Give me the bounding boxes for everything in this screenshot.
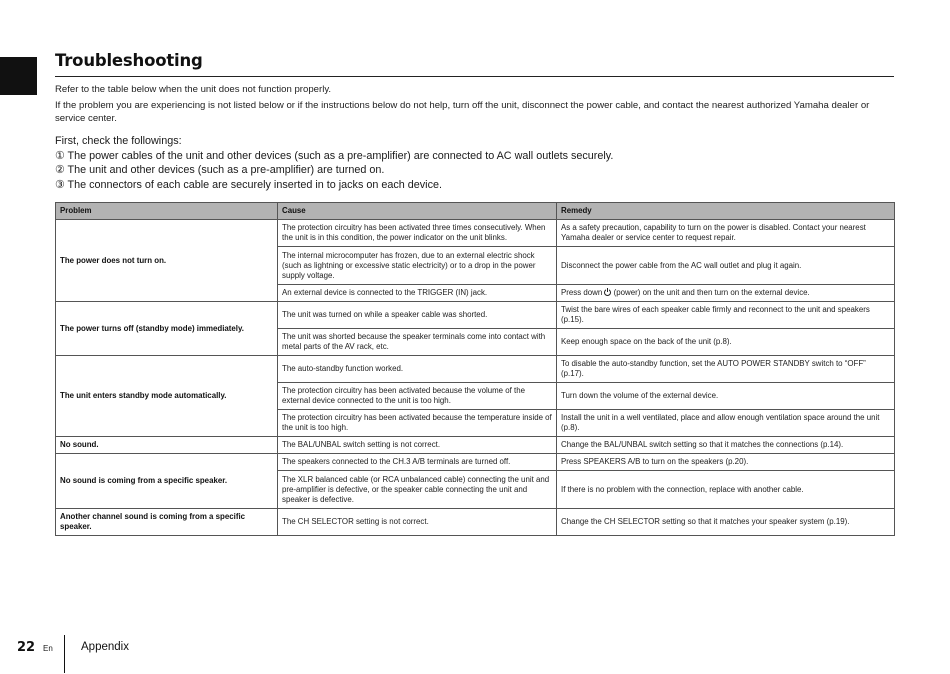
table-header-row <box>56 203 895 220</box>
section-tab-marker <box>0 57 37 95</box>
remedy-cell: Keep enough space on the back of the unit (p.8). <box>557 329 895 356</box>
remedy-cell: Turn down the volume of the external device. <box>557 383 895 410</box>
remedy-cell: Twist the bare wires of each speaker cable firmly and reconnect to the unit and speakers (p.15). <box>557 302 895 329</box>
problem-cell: Another channel sound is coming from a specific speaker. <box>56 509 278 536</box>
problem-cell: The unit enters standby mode automatically. <box>56 356 278 437</box>
cause-cell: The speakers connected to the CH.3 A/B terminals are turned off. <box>278 454 557 471</box>
remedy-cell: Press SPEAKERS A/B to turn on the speakers (p.20). <box>557 454 895 471</box>
cause-cell: The unit was shorted because the speaker terminals come into contact with metal parts of the AV rack, etc. <box>278 329 557 356</box>
cause-cell: The protection circuitry has been activated because the temperature inside of the unit is too high. <box>278 410 557 437</box>
page-title: Troubleshooting <box>55 51 203 70</box>
table-row <box>56 356 895 383</box>
title-divider <box>55 76 894 77</box>
problem-cell: The power turns off (standby mode) immediately. <box>56 302 278 356</box>
footer-divider <box>64 635 65 673</box>
page-number: 22 <box>17 640 36 655</box>
checklist-item: ① The power cables of the unit and other devices (such as a pre-amplifier) are connected to AC wall outlets securely. <box>55 149 614 162</box>
cause-cell: The BAL/UNBAL switch setting is not correct. <box>278 437 557 454</box>
table-row <box>56 302 895 329</box>
problem-cell: No sound is coming from a specific speaker. <box>56 454 278 509</box>
intro-paragraph: Refer to the table below when the unit does not function properly. <box>55 84 332 95</box>
intro-paragraph: If the problem you are experiencing is not listed below or if the instructions below do not help, turn off the unit, disconnect the power cable, and contact the nearest authorized Yamaha dealer or service center. <box>55 100 870 124</box>
column-header-remedy: Remedy <box>557 203 895 220</box>
cause-cell: The protection circuitry has been activated because the volume of the external device connected to the unit is too high. <box>278 383 557 410</box>
table-row <box>56 437 895 454</box>
remedy-text: (power) on the unit and then turn on the external device. <box>613 288 810 297</box>
remedy-cell: Change the CH SELECTOR setting so that it matches your speaker system (p.19). <box>557 509 895 536</box>
table-row <box>56 454 895 471</box>
power-icon <box>604 289 611 296</box>
cause-cell: The CH SELECTOR setting is not correct. <box>278 509 557 536</box>
problem-cell: No sound. <box>56 437 278 454</box>
cause-cell: The unit was turned on while a speaker cable was shorted. <box>278 302 557 329</box>
troubleshooting-table <box>55 202 895 536</box>
remedy-cell: Change the BAL/UNBAL switch setting so that it matches the connections (p.14). <box>557 437 895 454</box>
remedy-cell: Install the unit in a well ventilated, place and allow enough ventilation space around the unit (p.8). <box>557 410 895 437</box>
cause-cell: An external device is connected to the TRIGGER (IN) jack. <box>278 285 557 302</box>
language-code: En <box>43 644 53 653</box>
cause-cell: The internal microcomputer has frozen, due to an external electric shock (such as lightning or excessive static electricity) or to a drop in the power supply voltage. <box>278 247 557 285</box>
checklist-heading: First, check the followings: <box>55 135 182 147</box>
section-name: Appendix <box>81 641 129 653</box>
remedy-cell <box>557 285 895 302</box>
remedy-cell: Disconnect the power cable from the AC wall outlet and plug it again. <box>557 247 895 285</box>
table-row <box>56 220 895 247</box>
column-header-problem: Problem <box>56 203 278 220</box>
checklist-item: ② The unit and other devices (such as a pre-amplifier) are turned on. <box>55 164 385 176</box>
column-header-cause: Cause <box>278 203 557 220</box>
table-row <box>56 509 895 536</box>
cause-cell: The protection circuitry has been activated three times consecutively. When the unit is in this condition, the power indicator on the unit blinks. <box>278 220 557 247</box>
cause-cell: The XLR balanced cable (or RCA unbalanced cable) connecting the unit and pre-amplifier is defective, or the speaker cable connecting the unit and speaker is defective. <box>278 471 557 509</box>
problem-cell: The power does not turn on. <box>56 220 278 302</box>
remedy-cell: If there is no problem with the connection, replace with another cable. <box>557 471 895 509</box>
remedy-cell: As a safety precaution, capability to turn on the power is disabled. Contact your nearest Yamaha dealer or service center to request repair. <box>557 220 895 247</box>
intro-text <box>55 83 895 128</box>
checklist <box>55 134 895 192</box>
cause-cell: The auto-standby function worked. <box>278 356 557 383</box>
remedy-cell: To disable the auto-standby function, set the AUTO POWER STANDBY switch to “OFF” (p.17). <box>557 356 895 383</box>
checklist-item: ③ The connectors of each cable are securely inserted in to jacks on each device. <box>55 178 442 191</box>
remedy-text: Press down <box>561 288 603 297</box>
